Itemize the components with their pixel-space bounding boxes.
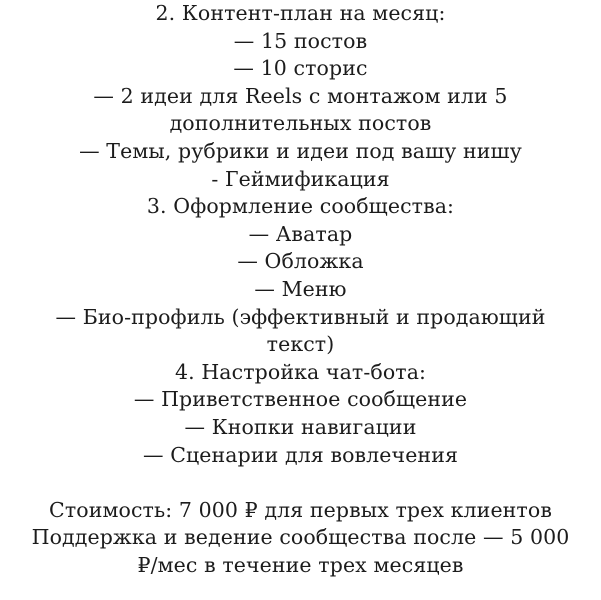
section-3-heading: 3. Оформление сообщества: [146,194,455,219]
list-item-navigation-buttons: — Кнопки навигации [184,414,417,439]
list-item-welcome-message: — Приветственное сообщение [133,387,468,412]
section-4-heading: 4. Настройка чат-бота: [174,359,427,384]
list-item-topics: — Темы, рубрики и идеи под вашу нишу [79,138,522,163]
list-item-posts: — 15 постов [233,28,368,53]
list-item-reels-continued: дополнительных постов [169,111,432,136]
support-price-line: Поддержка и ведение сообщества после — 5 000 [31,525,570,550]
list-item-menu: — Меню [254,276,347,301]
list-item-stories: — 10 сторис [233,56,368,81]
list-item-reels: — 2 идеи для Reels с монтажом или 5 [93,83,508,108]
list-item-bio-continued: текст) [266,332,335,357]
list-item-cover: — Обложка [237,249,364,274]
list-item-avatar: — Аватар [248,221,353,246]
support-price-line-continued: ₽/мес в течение трех месяцев [137,552,464,577]
blank-line [0,469,601,497]
price-line: Стоимость: 7 000 ₽ для первых трех клиентов [49,497,552,522]
list-item-gamification: - Геймификация [211,166,390,191]
list-item-bio: — Био-профиль (эффективный и продающий [55,304,546,329]
list-item-engagement-scenarios: — Сценарии для вовлечения [143,442,458,467]
section-2-heading: 2. Контент-план на месяц: [155,1,446,25]
